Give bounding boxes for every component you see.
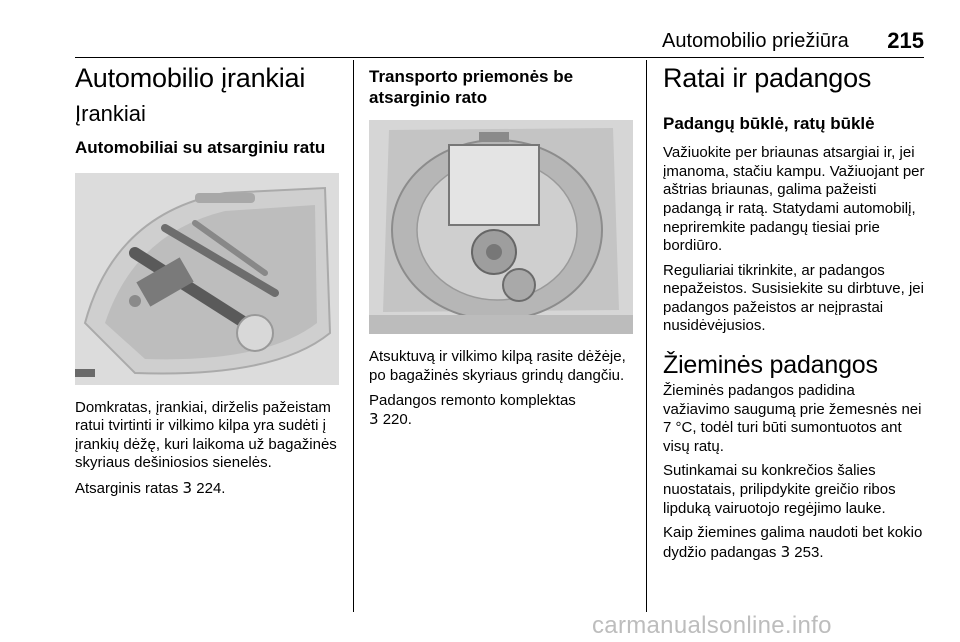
figure-caption-underfloor: Atsuktuvą ir vilkimo kilpą rasite dėžėje, po bagažinės skyriaus grindų dangčiu.: [369, 348, 626, 385]
watermark: carmanualsonline.info: [592, 612, 832, 639]
page-ref-arrow-icon: 3: [780, 542, 791, 561]
winter-tyres-text: Kaip žiemines galima naudoti bet kokio dydžio padangas: [663, 524, 923, 561]
column-2: [369, 67, 635, 430]
winter-tyres-para-1: Žieminės padangos padidina važiavimo saugumą prie žemesnės nei 7 °C, todėl turi būti sumontuotos ant visų ratų.: [663, 382, 922, 455]
heading-without-spare: Transporto priemonės be atsarginio rato: [369, 67, 574, 107]
header-rule: [75, 57, 924, 58]
column-1: [75, 62, 341, 499]
spare-wheel-ref-text: Atsarginis ratas: [75, 480, 183, 497]
tyre-condition-para-1: Važiuokite per briaunas atsargiai ir, jei įmanoma, stačiu kampu. Važiuojant per aštrias briaunas, galima pažeisti padangą ir ratą. Statydami automobilį, nepriremkite padangų tiesiai prie bordiūro.: [663, 144, 925, 255]
underfloor-box-image: [369, 120, 633, 334]
repair-kit-reference: [369, 410, 635, 430]
subheading-with-spare: Automobiliai su atsarginiu ratu: [75, 137, 326, 157]
winter-tyres-para-3: [663, 524, 925, 562]
figure-caption-tools: Domkratas, įrankiai, dirželis pažeistam ratui tvirtinti ir vilkimo kilpa yra sudėti į įrankių dėžę, kuri laikoma už bagažinės skyriaus dešiniosios sienelės.: [75, 398, 337, 472]
running-header-title: Automobilio priežiūra: [662, 30, 849, 52]
column-divider-2: [646, 60, 647, 612]
winter-tyres-ref-page[interactable]: 253.: [790, 543, 824, 561]
page-ref-arrow-icon: 3: [369, 410, 379, 429]
tyre-condition-para-2: Reguliariai tikrinkite, ar padangos nepažeistos. Susisiekite su dirbtuve, jei padangos pažeistos ar neįprastai nusidėvėjusios.: [663, 261, 924, 335]
page-number: 215: [887, 28, 924, 53]
subsection-title-tools: Įrankiai: [75, 101, 146, 127]
column-3: [663, 62, 925, 562]
spare-wheel-ref-page[interactable]: 224.: [192, 480, 226, 497]
winter-tyres-para-2: Sutinkamai su konkrečios šalies nuostatais, prilipdykite greičio ribos lipduką vairuotojo regėjimo lauke.: [663, 462, 896, 517]
repair-kit-ref-page[interactable]: 220.: [378, 411, 412, 429]
page-ref-arrow-icon: 3: [182, 479, 193, 497]
section-title-winter-tyres: Žieminės padangos: [663, 351, 878, 380]
subheading-tyre-condition: Padangų būklė, ratų būklė: [663, 114, 875, 134]
section-title-wheels: Ratai ir padangos: [663, 63, 872, 93]
repair-kit-text: Padangos remonto komplektas: [369, 391, 576, 409]
tools-compartment-image: [75, 173, 339, 385]
section-title-tools: Automobilio įrankiai: [75, 63, 306, 93]
column-divider-1: [353, 60, 354, 612]
spare-wheel-reference: [75, 479, 341, 499]
